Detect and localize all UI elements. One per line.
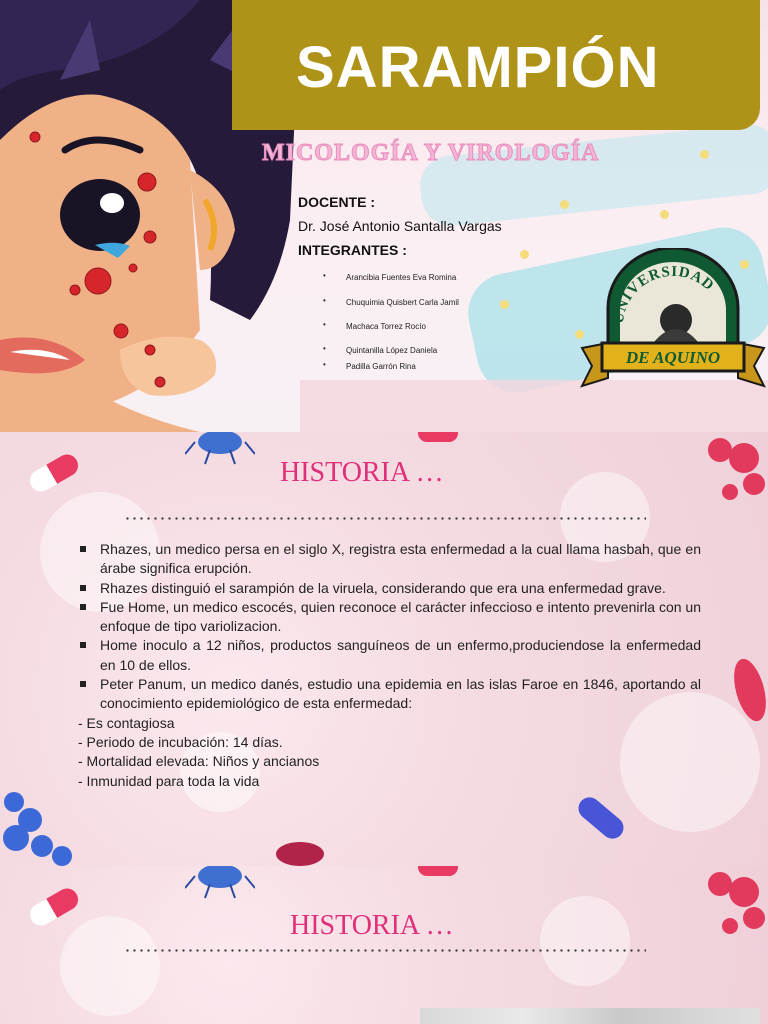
member-name: Chuquimia Quisbert Carla Jamil [346,298,459,307]
section-title: HISTORIA … [290,910,454,941]
list-item [78,675,701,714]
bacteria-icon [272,832,328,866]
integrantes-label: INTEGRANTES : [298,242,407,258]
docente-name: Dr. José Antonio Santalla Vargas [298,218,502,234]
subject-title: MICOLOGÍA Y VIROLOGÍA [262,140,600,166]
historia-slide [0,432,768,866]
bullet-icon [80,642,86,648]
bokeh-circle [60,916,160,1016]
logo-top-text: UNIVERSIDAD [610,263,718,325]
confetti-dot [660,210,669,219]
dotted-divider [124,517,646,520]
bullet-icon: • [323,271,326,280]
docente-label: DOCENTE : [298,194,375,210]
university-logo [578,248,768,396]
pill-icon [26,450,82,495]
list-item-text: Rhazes, un medico persa en el siglo X, registra esta enfermedad a la cual llama hasbah, que en árabe significa erupción. [100,541,701,577]
bullet-icon [80,546,86,552]
list-item-text: Peter Panum, un medico danés, estudio una epidemia en las islas Faroe en 1846, aportando al conocimiento epidemiológico de esta enfermedad: [100,676,701,712]
pill-icon [418,866,458,876]
bacteria-icon [726,650,768,730]
dash-line: - Periodo de incubación: 14 días. [78,733,283,750]
virus-icon [185,866,255,900]
member-name: Quintanilla López Daniela [346,346,438,355]
list-item [78,540,701,579]
bullet-icon [80,681,86,687]
bullet-icon: • [323,360,326,369]
bullet-icon: • [323,296,326,305]
member-name: Machaca Torrez Rocío [346,322,426,331]
member-name: Arancibia Fuentes Eva Romina [346,273,457,282]
dash-line: - Es contagiosa [78,714,175,731]
dash-line: - Inmunidad para toda la vida [78,772,260,789]
list-item-text: Rhazes distinguió el sarampión de la viruela, considerando que era una enfermedad grave. [100,579,666,596]
historical-photo [420,1008,760,1024]
member-name: Padilla Garrón Rina [346,362,416,371]
page-title: SARAMPIÓN [296,35,660,100]
list-item-text: Home inoculo a 12 niños, productos sanguíneos de un enfermo,produciendose la enfermedad en 10 de ellos. [100,637,701,673]
pill-icon [574,793,628,843]
cover-slide [0,0,768,432]
list-item-text: Fue Home, un medico escocés, quien reconoce el carácter infeccioso e intento prevenirla con un enfoque de tipo variolizacion. [100,598,701,635]
section-title: HISTORIA … [280,457,444,488]
bullet-icon [80,604,86,610]
bullet-icon [80,585,86,591]
list-item [78,636,701,675]
bullet-icon: • [323,320,326,329]
confetti-dot [560,200,569,209]
confetti-dot [700,150,709,159]
list-item [78,579,701,598]
cell-cluster-icon [0,782,80,866]
cell-cluster-icon [700,866,768,946]
list-item [78,598,701,637]
bokeh-circle [540,896,630,986]
dotted-divider [124,949,646,952]
historia-content [78,540,701,791]
virus-icon [185,432,255,466]
confetti-dot [500,300,509,309]
logo-bottom-text: DE AQUINO [625,348,721,367]
historia-slide-2 [0,866,768,1024]
bg-brush-stroke [417,121,768,228]
cell-cluster-icon [700,432,768,512]
pill-icon [26,884,82,929]
dash-line: - Mortalidad elevada: Niños y ancianos [78,753,320,770]
confetti-dot [520,250,529,259]
title-band [232,0,760,130]
pill-icon [418,432,458,442]
bullet-icon: • [323,344,326,353]
